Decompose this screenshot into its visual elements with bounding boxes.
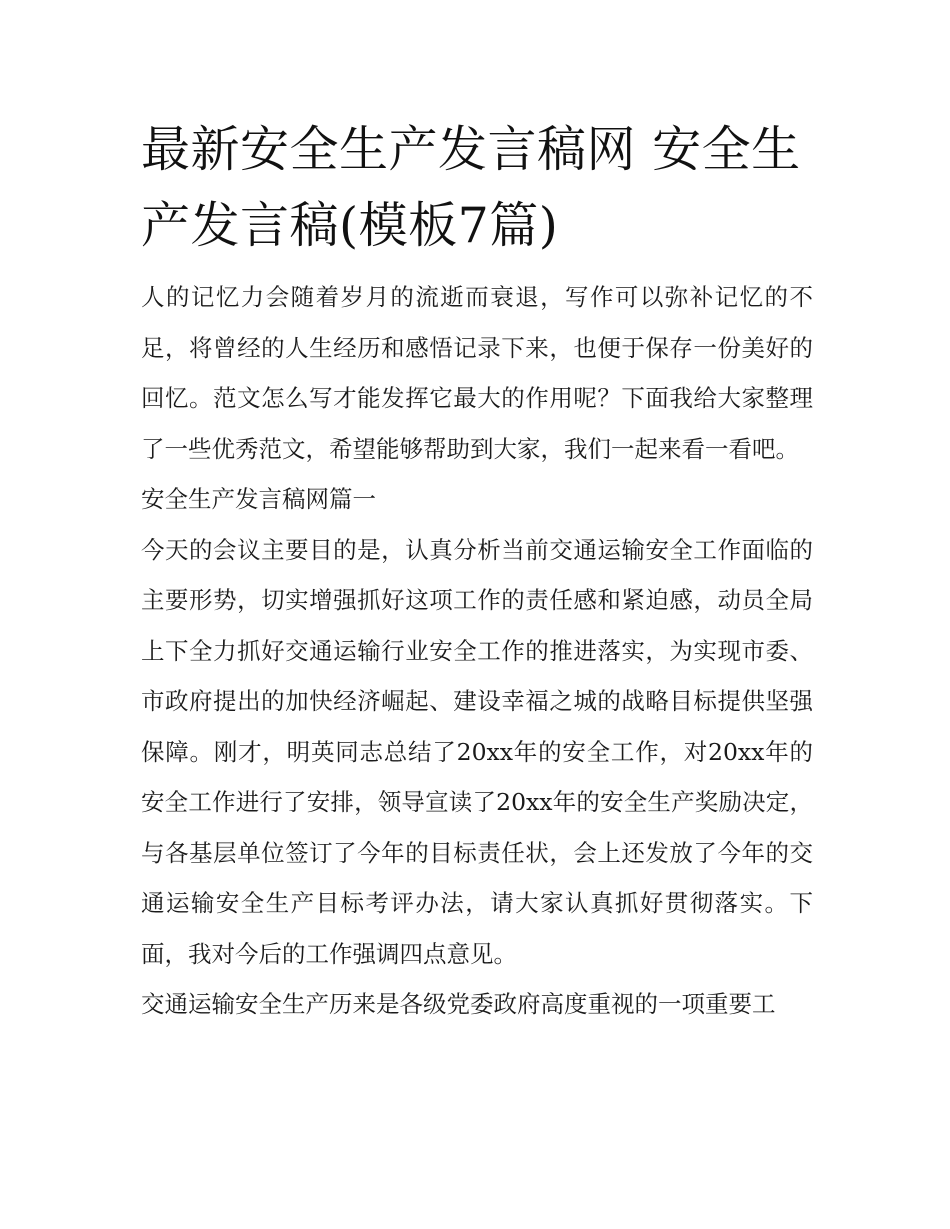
body-paragraph: 今天的会议主要目的是，认真分析当前交通运输安全工作面临的主要形势，切实增强抓好这项工作的责任感和紧迫感，动员全局上下全力抓好交通运输行业安全工作的推进落实，为实现市委、市政府提出的加快经济崛起、建设幸福之城的战略目标提供坚强保障。刚才，明英同志总结了20xx年的安全工作，对20xx年的安全工作进行了安排，领导宣读了20xx年的安全生产奖励决定，与各基层单位签订了今年的目标责任状，会上还发放了今年的交通运输安全生产目标考评办法，请大家认真抓好贯彻落实。下面，我对今后的工作强调四点意见。 [141, 535, 813, 968]
body-paragraph: 交通运输安全生产历来是各级党委政府高度重视的一项重要工 [141, 990, 776, 1018]
document-page [141, 112, 813, 1030]
document-title: 最新安全生产发言稿网 安全生产发言稿(模板7篇) [141, 121, 801, 254]
intro-paragraph: 人的记忆力会随着岁月的流逝而衰退，写作可以弥补记忆的不足，将曾经的人生经历和感悟记录下来，也便于保存一份美好的回忆。范文怎么写才能发挥它最大的作用呢？下面我给大家整理了一些优秀范文，希望能够帮助到大家，我们一起来看一看吧。 [141, 283, 813, 463]
document-body [141, 272, 813, 1030]
section-heading: 安全生产发言稿网篇一 [141, 485, 376, 513]
